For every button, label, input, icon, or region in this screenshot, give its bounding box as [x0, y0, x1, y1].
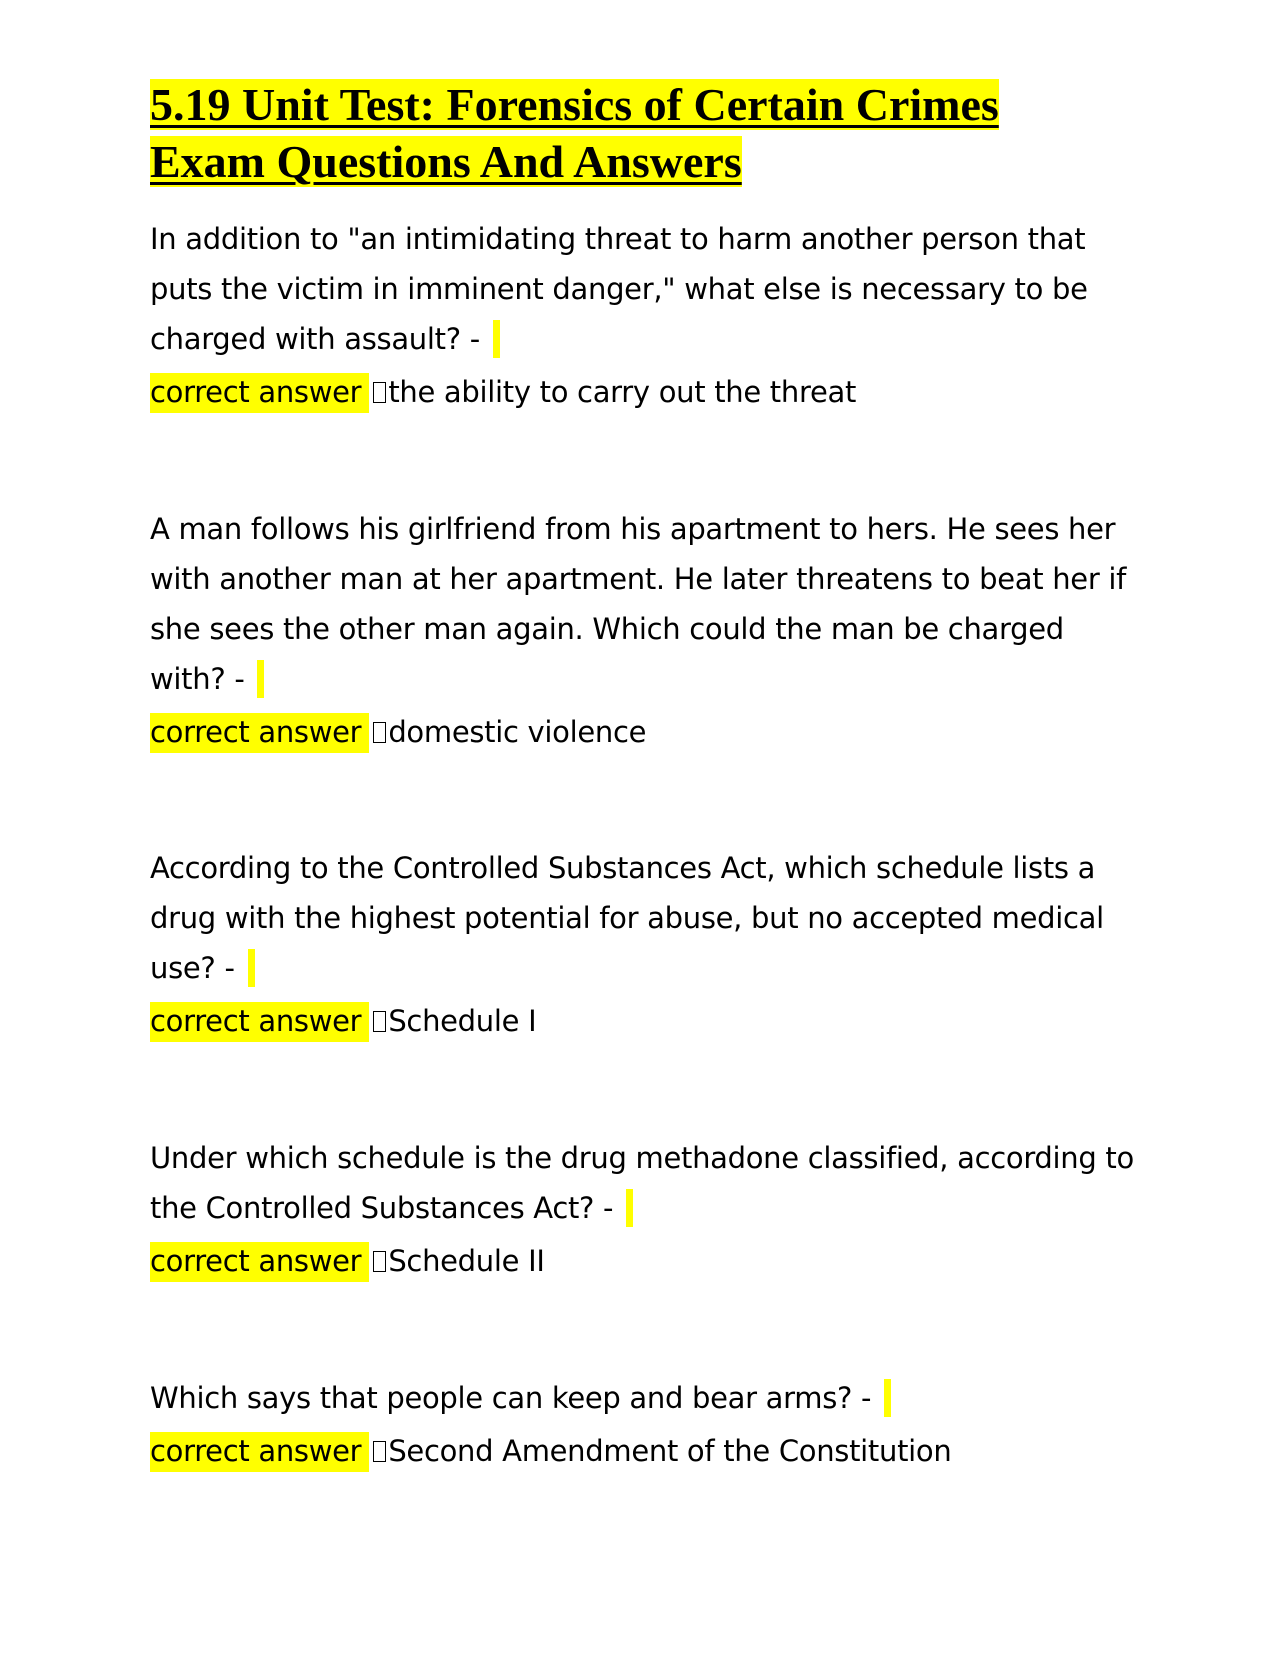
answer-text: Schedule II [388, 1244, 545, 1278]
missing-glyph-icon [373, 382, 386, 403]
missing-glyph-icon [373, 1251, 386, 1272]
question-text: In addition to "an intimidating threat to harm another person that puts the victim in imminent danger," what else is necessary to be charged with assault? - [150, 222, 1088, 356]
answer-line [150, 370, 1140, 414]
answer-label: correct answer [150, 1432, 369, 1472]
question-text: A man follows his girlfriend from his apartment to hers. He sees her with another man at her apartment. He later threatens to beat her if she sees the other man again. Which could the man be charged with? - [150, 512, 1127, 696]
answer-text: Second Amendment of the Constitution [388, 1434, 952, 1468]
answer-line [150, 1239, 1140, 1283]
missing-glyph-icon [373, 1011, 386, 1032]
answer-text: the ability to carry out the threat [388, 375, 857, 409]
answer-line [150, 999, 1140, 1043]
qa-item-3 [150, 843, 1140, 1043]
qa-item-2 [150, 504, 1140, 754]
question-text: According to the Controlled Substances Act, which schedule lists a drug with the highest potential for abuse, but no accepted medical use? - [150, 851, 1104, 985]
qa-item-1 [150, 214, 1140, 414]
page-title [150, 76, 1150, 190]
answer-line [150, 1429, 1140, 1473]
answer-label: correct answer [150, 713, 369, 753]
answer-label: correct answer [150, 1002, 369, 1042]
title-line-1: 5.19 Unit Test: Forensics of Certain Crimes [150, 79, 999, 130]
answer-line [150, 710, 1140, 754]
qa-item-4 [150, 1133, 1140, 1283]
highlight-marker [626, 1189, 633, 1227]
missing-glyph-icon [373, 722, 386, 743]
highlight-marker [257, 660, 264, 698]
qa-item-5 [150, 1373, 1140, 1473]
answer-label: correct answer [150, 1242, 369, 1282]
highlight-marker [493, 320, 500, 358]
highlight-marker [248, 949, 255, 987]
answer-text: domestic violence [388, 715, 647, 749]
question-text: Under which schedule is the drug methadone classified, according to the Controlled Substances Act? - [150, 1141, 1134, 1225]
missing-glyph-icon [373, 1441, 386, 1462]
answer-label: correct answer [150, 373, 369, 413]
question-text: Which says that people can keep and bear arms? - [150, 1373, 1140, 1423]
title-line-2: Exam Questions And Answers [150, 136, 742, 187]
answer-text: Schedule I [388, 1004, 537, 1038]
highlight-marker [884, 1379, 891, 1417]
